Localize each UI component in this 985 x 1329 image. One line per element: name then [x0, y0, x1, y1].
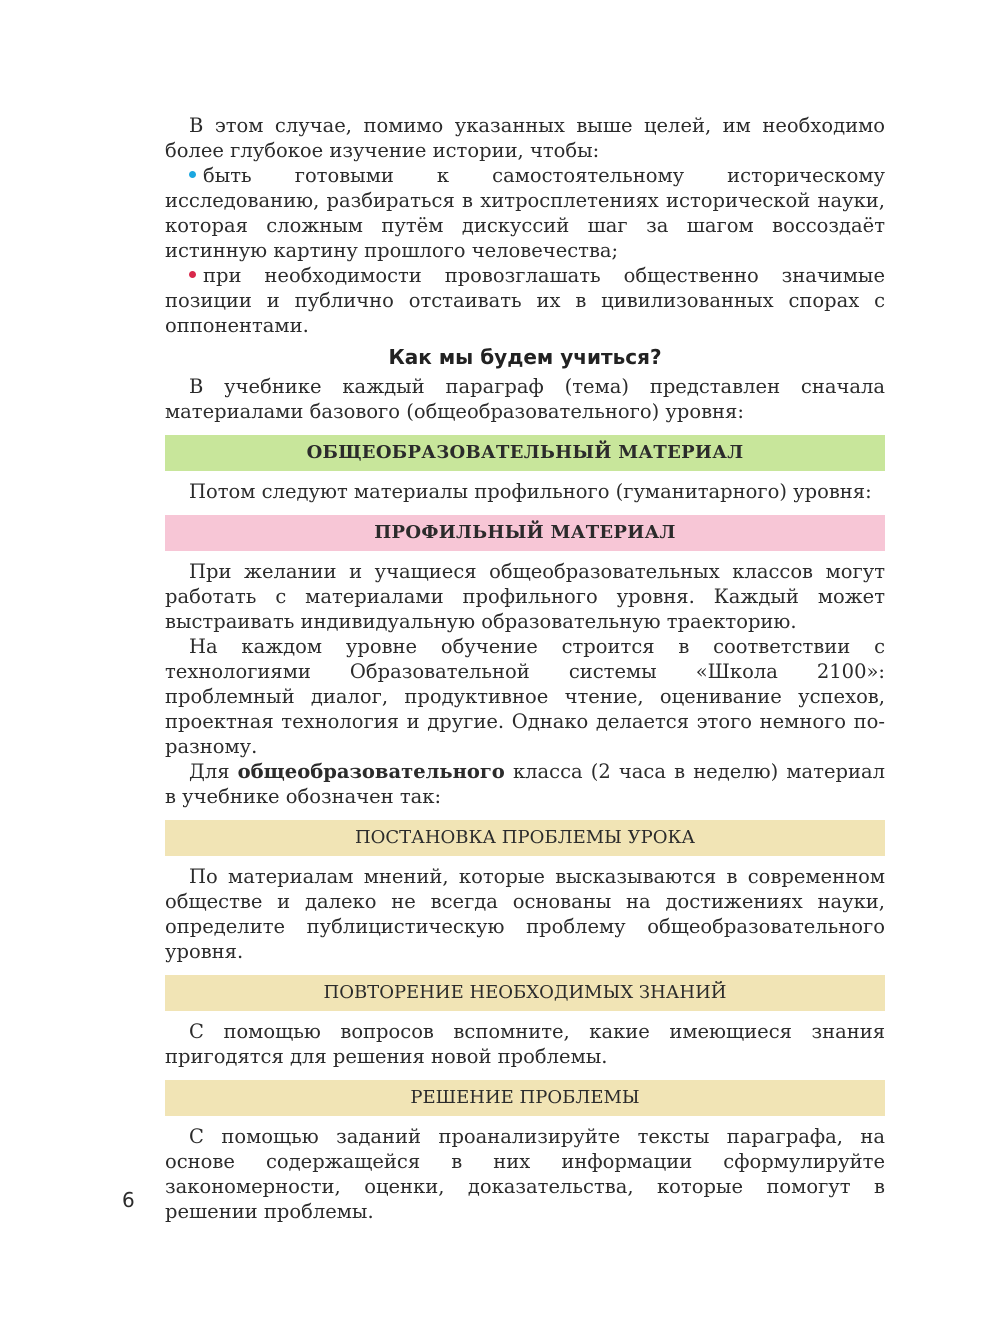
intro-paragraph: В этом случае, помимо указанных выше целей, им необходимо более глубокое изучение истории, чтобы: — [165, 114, 885, 162]
bullet-item-research — [165, 163, 885, 263]
page-content — [165, 113, 885, 1224]
bullet-item-debate — [165, 263, 885, 338]
paragraph-profile-intro: Потом следуют материалы профильного (гуманитарного) уровня: — [189, 480, 872, 503]
bullet-text: при необходимости провозглашать общественно значимые позиции и публично отстаивать их в цивилизованных спорах с оппонентами. — [165, 264, 885, 337]
red-bullet-icon — [189, 271, 196, 278]
paragraph-levels: В учебнике каждый параграф (тема) представлен сначала материалами базового (общеобразовательного) уровня: — [165, 375, 885, 423]
solution-band: РЕШЕНИЕ ПРОБЛЕМЫ — [165, 1080, 885, 1116]
page-number: 6 — [122, 1188, 135, 1212]
paragraph-technologies: На каждом уровне обучение строится в соответствии с технологиями Образовательной системы «Школа 2100»: проблемный диалог, продуктивное чтение, оценивание успехов, проектная технология и другие. Однако делается этого немного по-разному. — [165, 635, 885, 758]
blue-bullet-icon — [189, 171, 196, 178]
problem-statement-band: ПОСТАНОВКА ПРОБЛЕМЫ УРОКА — [165, 820, 885, 856]
paragraph-repetition: С помощью вопросов вспомните, какие имеющиеся знания пригодятся для решения новой проблемы. — [165, 1020, 885, 1068]
paragraph-trajectory: При желании и учащиеся общеобразовательных классов могут работать с материалами профильного уровня. Каждый может выстраивать индивидуальную образовательную траекторию. — [165, 560, 885, 633]
repetition-band: ПОВТОРЕНИЕ НЕОБХОДИМЫХ ЗНАНИЙ — [165, 975, 885, 1011]
section-heading: Как мы будем учиться? — [388, 345, 662, 369]
paragraph-solution: С помощью заданий проанализируйте тексты параграфа, на основе содержащейся в них информации сформулируйте закономерности, оценки, доказательства, которые помогут в решении проблемы. — [165, 1125, 885, 1223]
general-material-band: ОБЩЕОБРАЗОВАТЕЛЬНЫЙ МАТЕРИАЛ — [165, 435, 885, 471]
paragraph-problem: По материалам мнений, которые высказываются в современном обществе и далеко не всегда основаны на достижениях науки, определите публицистическую проблему общеобразовательного уровня. — [165, 865, 885, 963]
bold-term: общеобразовательного — [237, 760, 505, 783]
paragraph-general-class: Для общеобразовательного класса (2 часа в неделю) материал в учебнике обозначен так: — [165, 760, 885, 808]
bullet-text: быть готовыми к самостоятельному историческому исследованию, разбираться в хитросплетениях исторической науки, которая сложным путём дискуссий шаг за шагом воссоздаёт истинную картину прошлого человечества; — [165, 164, 885, 262]
profile-material-band: ПРОФИЛЬНЫЙ МАТЕРИАЛ — [165, 515, 885, 551]
